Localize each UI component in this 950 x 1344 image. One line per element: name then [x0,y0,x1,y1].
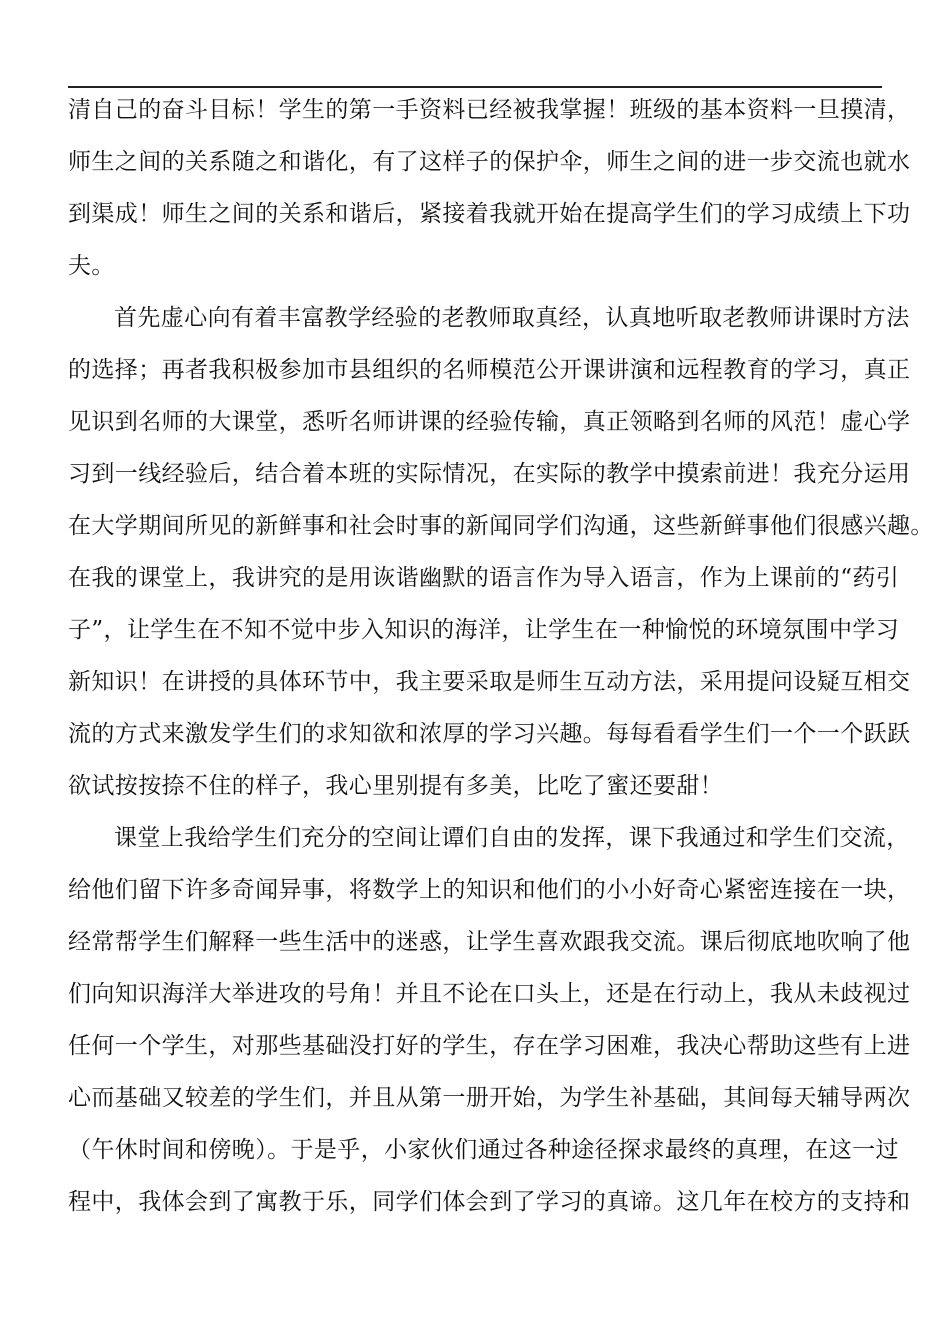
top-horizontal-rule [68,86,882,88]
paragraph-2-line-10: 欲试按按捺不住的样子，我心里别提有多美，比吃了蜜还要甜！ [68,773,724,799]
paragraph-2-line-2: 的选择；再者我积极参加市县组织的名师模范公开课讲演和远程教育的学习，真正 [68,357,911,383]
paragraph-3-line-6: 心而基础又较差的学生们，并且从第一册开始，为学生补基础，其间每天辅导两次 [68,1085,911,1111]
paragraph-1-line-1: 清自己的奋斗目标！学生的第一手资料已经被我掌握！班级的基本资料一旦摸清， [68,97,911,123]
paragraph-2-line-1: 首先虚心向有着丰富教学经验的老教师取真经，认真地听取老教师讲课时方法 [114,305,910,331]
paragraph-3-line-5: 任何一个学生，对那些基础没打好的学生，存在学习困难，我决心帮助这些有上进 [68,1033,911,1059]
paragraph-3-line-2: 给他们留下许多奇闻异事，将数学上的知识和他们的小小好奇心紧密连接在一块， [68,877,911,903]
paragraph-3-line-1: 课堂上我给学生们充分的空间让谭们自由的发挥，课下我通过和学生们交流， [114,825,910,851]
paragraph-2-line-5: 在大学期间所见的新鲜事和社会时事的新闻同学们沟通，这些新鲜事他们很感兴趣。 [68,513,934,539]
paragraph-1-line-3: 到渠成！师生之间的关系和谐后，紧接着我就开始在提高学生们的学习成绩上下功 [68,201,911,227]
paragraph-2-line-7: 子”，让学生在不知不觉中步入知识的海洋，让学生在一种愉悦的环境氛围中学习 [68,617,900,643]
paragraph-3-line-8: 程中，我体会到了寓教于乐，同学们体会到了学习的真谛。这几年在校方的支持和 [68,1189,911,1215]
paragraph-3-line-7: （午休时间和傍晚）。于是乎，小家伙们通过各种途径探求最终的真理，在这一过 [68,1137,899,1163]
paragraph-1-line-2: 师生之间的关系随之和谐化，有了这样子的保护伞，师生之间的进一步交流也就水 [68,149,911,175]
paragraph-2-line-6: 在我的课堂上，我讲究的是用诙谐幽默的语言作为导入语言，作为上课前的“药引 [68,565,900,591]
paragraph-3-line-4: 们向知识海洋大举进攻的号角！并且不论在口头上，还是在行动上，我从未歧视过 [68,981,911,1007]
paragraph-2-line-4: 习到一线经验后，结合着本班的实际情况，在实际的教学中摸索前进！我充分运用 [68,461,911,487]
paragraph-2-line-3: 见识到名师的大课堂，悉听名师讲课的经验传输，真正领略到名师的风范！虚心学 [68,409,911,435]
paragraph-2-line-9: 流的方式来激发学生们的求知欲和浓厚的学习兴趣。每每看看学生们一个一个跃跃 [68,721,911,747]
paragraph-2-line-8: 新知识！在讲授的具体环节中，我主要采取是师生互动方法，采用提问设疑互相交 [68,669,911,695]
paragraph-1-line-4: 夫。 [68,253,115,279]
paragraph-3-line-3: 经常帮学生们解释一些生活中的迷惑，让学生喜欢跟我交流。课后彻底地吹响了他 [68,929,911,955]
